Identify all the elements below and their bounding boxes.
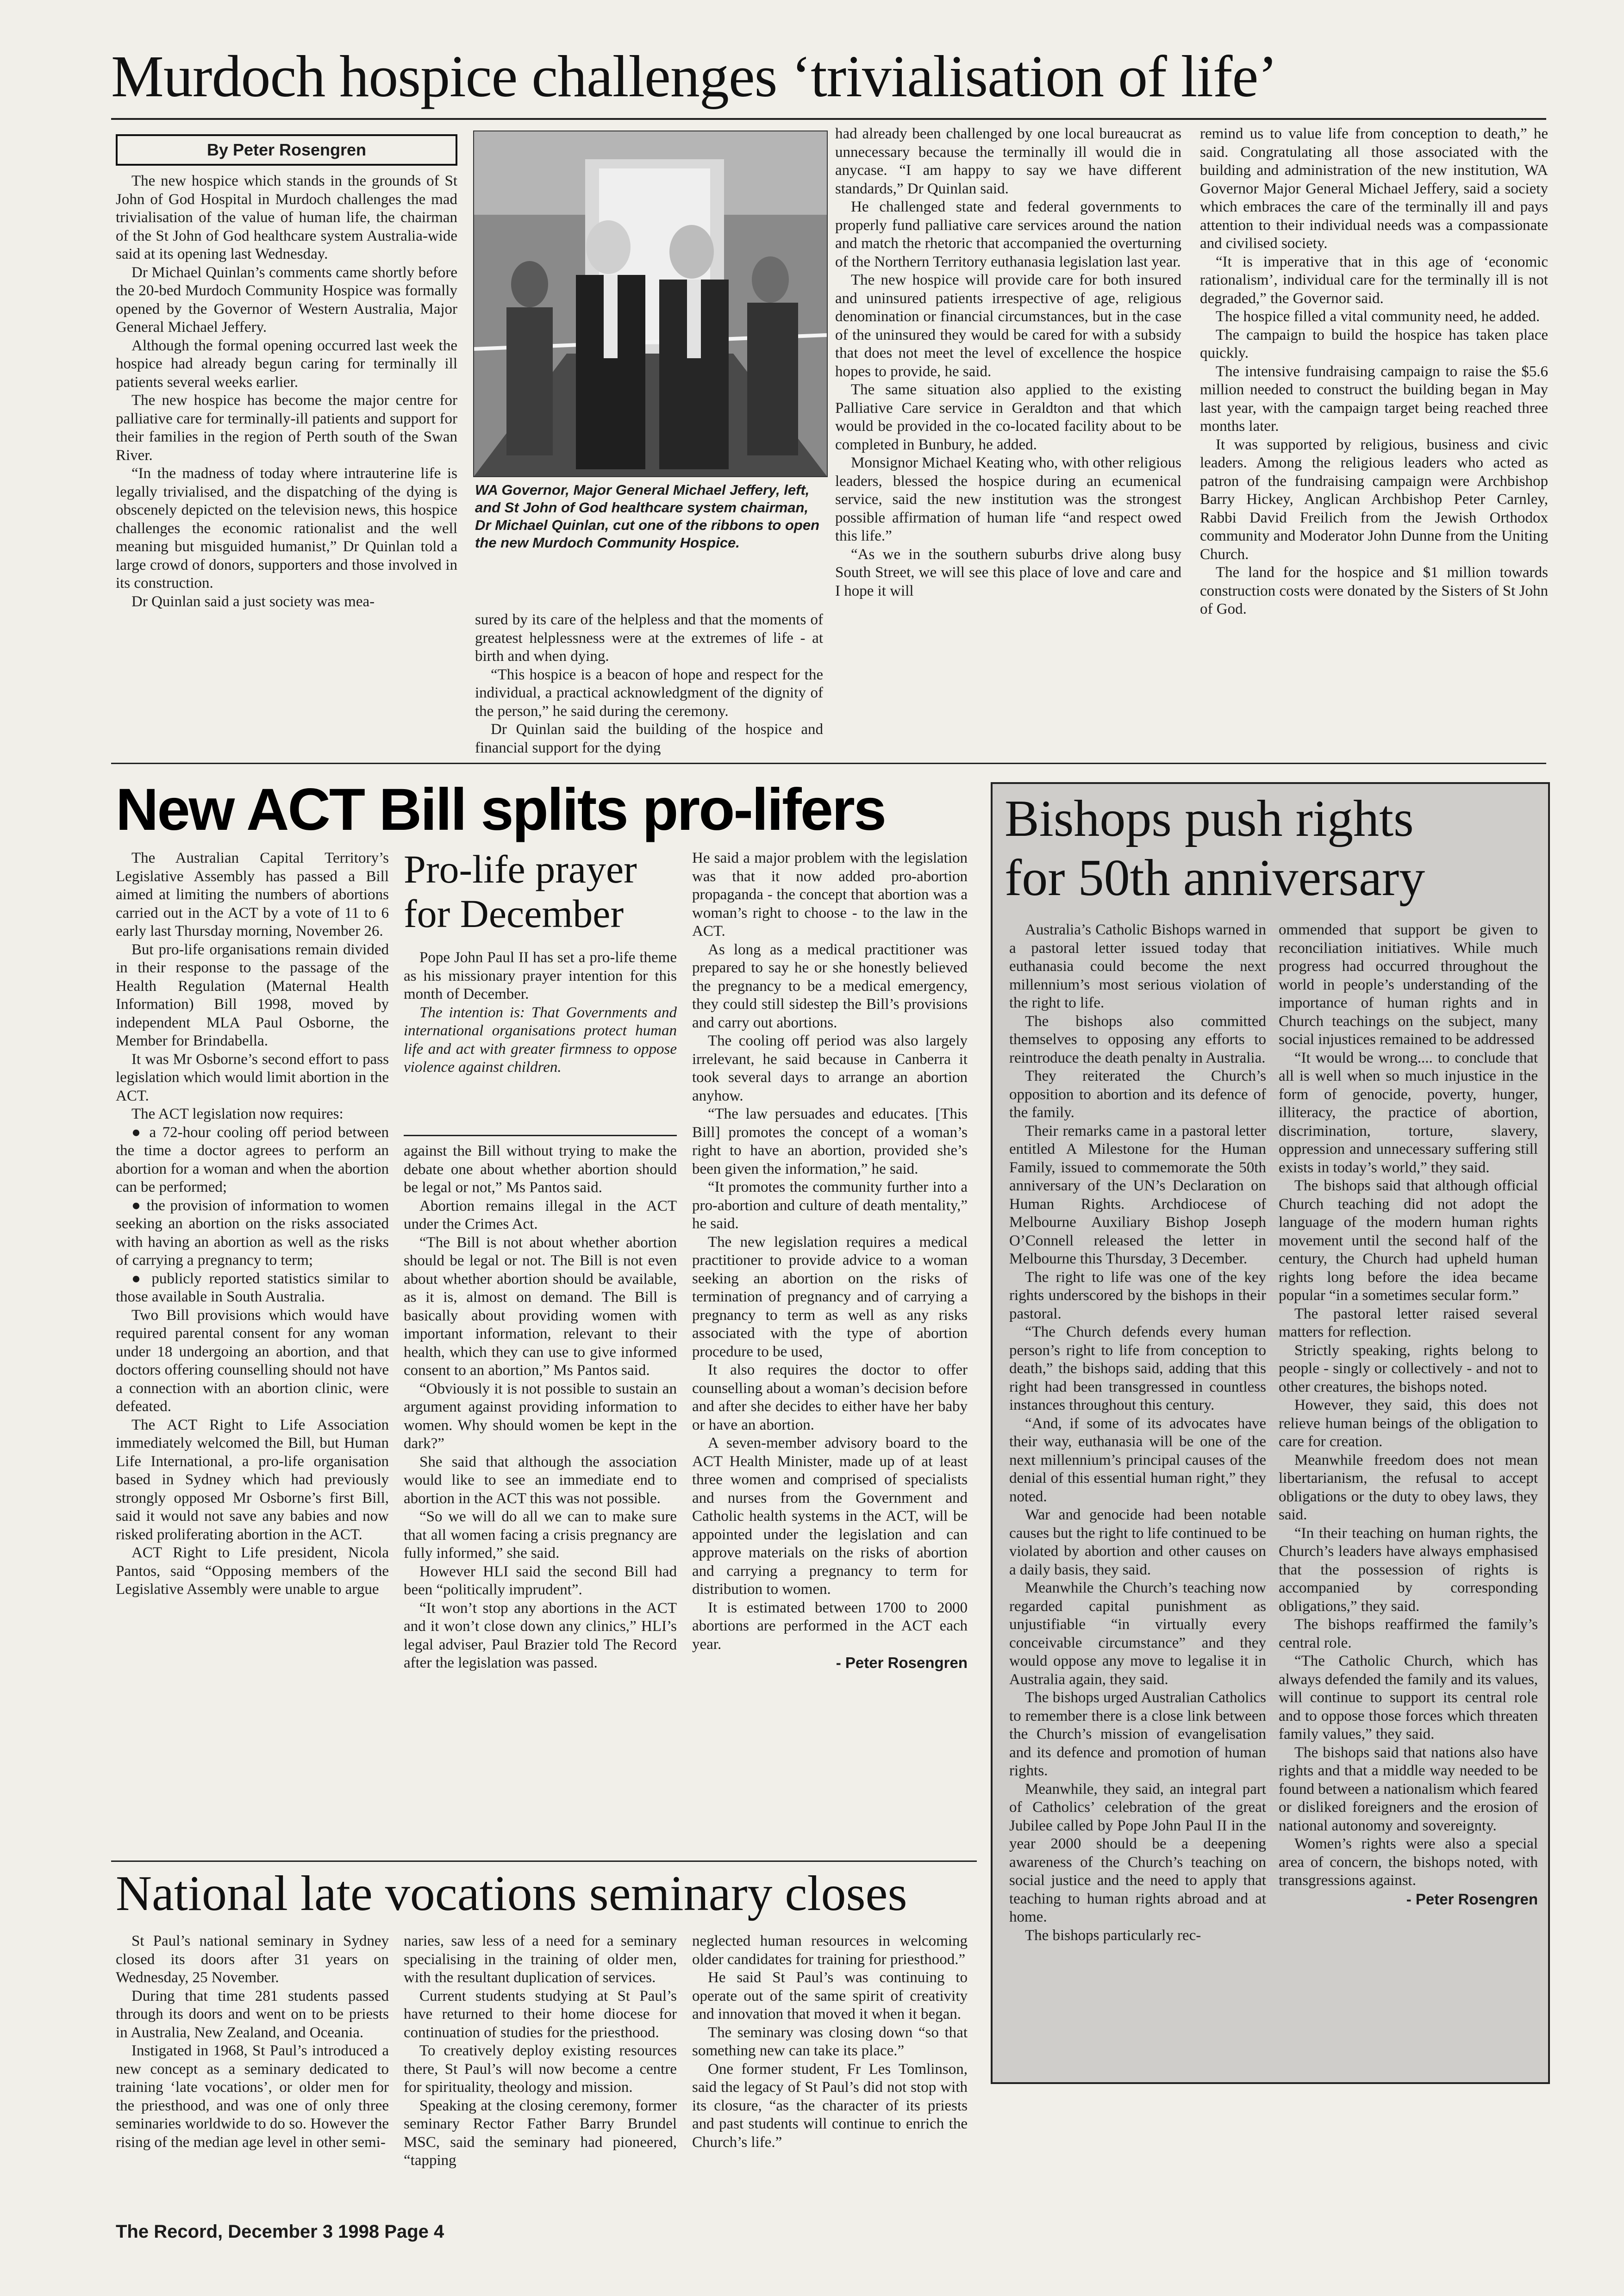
hospice-col-3 [835, 125, 1181, 755]
para: It also requires the doctor to offer counselling about a woman’s decision before and after she decides to either have her baby or have an abortion. [692, 1362, 968, 1433]
para: The cooling off period was also largely irrelevant, he said because in Canberra it took several days to arrange an abortion anyhow. [692, 1033, 968, 1104]
para: The new legislation requires a medical practitioner to provide advice to a woman seeking an abortion on the risks of termination of pregnancy and of carrying a pregnancy to term as well as any risks associated with the type of abortion procedure to be used, [692, 1233, 968, 1360]
para: The seminary was closing down “so that something new can take its place.” [692, 2024, 968, 2059]
headline-prayer: Pro-life prayer for December [404, 847, 637, 936]
para: Although the formal opening occurred last week the hospice had already begun caring for terminally ill patients several weeks earlier. [116, 337, 457, 391]
photo-caption: WA Governor, Major General Michael Jeffery, left, and St John of God healthcare system chairman, Dr Michael Quinlan, cut one of the ribbons to open the new Murdoch Community Hospice. [475, 482, 820, 551]
para: against the Bill without trying to make the debate one about whether abortion should be legal or not,” Ms Pantos said. [404, 1143, 677, 1196]
para: War and genocide had been notable causes but the right to life continued to be violated by abortion and other causes on a daily basis, they said. [1009, 1506, 1266, 1578]
para: The bishops said that although official Church teaching did not adopt the language of the modern human rights movement until the second half of the century, the Church had upheld human rights long before the idea became popular “in a sometimes secular form.” [1279, 1177, 1538, 1304]
para: The intention is: That Governments and international organisations protect human life and act with greater firmness to oppose violence against children. [404, 1004, 677, 1076]
para: It is estimated between 1700 to 2000 abortions are performed in the ACT each year. [692, 1599, 968, 1653]
para: The campaign to build the hospice has taken place quickly. [1200, 326, 1548, 361]
seminary-col-1 [116, 1932, 389, 2191]
para: “In the madness of today where intrauterine life is legally trivialised, and the dispatching of the dying is obscenely depicted on the television news, this hospice challenges the economic rationalist and the well meaning but misguided humanist,” Dr Quinlan told a large crowd of donors, supporters and those involved in its construction. [116, 465, 457, 591]
para: The bishops reaffirmed the family’s central role. [1279, 1616, 1538, 1651]
para: The bishops also committed themselves to opposing any efforts to reintroduce the death penalty in Australia. [1009, 1013, 1266, 1066]
para: He said a major problem with the legislation was that it now added pro-abortion propaganda - the concept that abortion was a woman’s right to choose - to the law in the ACT. [692, 850, 968, 940]
para: Strictly speaking, rights belong to people - singly or collectively - and not to other creatures, the bishops noted. [1279, 1342, 1538, 1395]
para: One former student, Fr Les Tomlinson, said the legacy of St Paul’s did not stop with its closure, “as the character of its priests and past students will continue to enrich the Church’s life.” [692, 2060, 968, 2151]
para: The same situation also applied to the existing Palliative Care service in Geraldton and that which would be provided in the co-located facility about to be completed in Bunbury, he added. [835, 381, 1181, 453]
prayer-rule [404, 1135, 677, 1136]
para: Monsignor Michael Keating who, with other religious leaders, blessed the hospice during an ecumenical service, said the new institution was the strongest possible affirmation of human life “and respect owed this life.” [835, 454, 1181, 544]
para: The bishops urged Australian Catholics to remember there is a close link between the Church’s mission of evangelisation and its defence and promotion of human rights. [1009, 1689, 1266, 1779]
signature-bishops: - Peter Rosengren [1406, 1890, 1538, 1908]
prayer-body [404, 949, 677, 1132]
para: As long as a medical practitioner was prepared to say he or she honestly believed the pregnancy to be a medical emergency, they could still sidestep the Bill’s provisions and carry out abortions. [692, 941, 968, 1031]
para: The land for the hospice and $1 million towards construction costs were donated by the Sisters of St John of God. [1200, 564, 1548, 617]
para: Their remarks came in a pastoral letter entitled A Milestone for the Human Family, issued to commemorate the 50th anniversary of the UN’s Declaration on Human Rights. Archdiocese of Melbourne Auxiliary Bishop Joseph O’Connell released the letter in Melbourne this Thursday, 3 December. [1009, 1122, 1266, 1267]
para: It was supported by religious, business and civic leaders. Among the religious leaders who acted as patron of the fundraising campaign were Archbishop Barry Hickey, Anglican Archbishop Peter Carnley, Rabbi David Freilich from the Jewish Orthodox community and Moderator John Dunne from the Uniting Church. [1200, 436, 1548, 563]
para: neglected human resources in welcoming older candidates for training for priesthood.” [692, 1933, 968, 1968]
para: The intensive fundraising campaign to raise the $5.6 million needed to construct the building began in May last year, with the campaign target being reached three months later. [1200, 363, 1548, 435]
para: “The Catholic Church, which has always defended the family and its values, will continue to support its central role and to oppose those forces which threaten family values,” they said. [1279, 1653, 1538, 1742]
hospice-col-2 [475, 611, 823, 755]
bishops-col-1 [1009, 921, 1266, 2073]
headline-hospice: Murdoch hospice challenges ‘trivialisation of life’ [111, 44, 1277, 109]
para: Instigated in 1968, St Paul’s introduced a new concept as a seminary dedicated to training ‘late vocations’, or older men for the priesthood, and was one of only three seminaries worldwide to do so. However the rising of the median age level in other semi- [116, 2042, 389, 2151]
para: “As we in the southern suburbs drive along busy South Street, we will see this place of love and care and I hope it will [835, 546, 1181, 599]
act-col-2 [404, 1142, 677, 1854]
para: “It is imperative that in this age of ‘economic rationalism’, individual care for the terminally ill is not degraded,” the Governor said. [1200, 253, 1548, 307]
para: Meanwhile, they said, an integral part of Catholics’ celebration of the great Jubilee called by Pope John Paul II in the year 2000 should be a deepening awareness of the Church’s teaching on social justice and the need to apply that teaching to human rights abroad and at home. [1009, 1780, 1266, 1925]
para: “It won’t stop any abortions in the ACT and it won’t close down any clinics,” HLI’s legal adviser, Paul Brazier told The Record after the legislation was passed. [404, 1599, 677, 1671]
para: Meanwhile freedom does not mean libertarianism, the refusal to accept obligations or the duty to obey laws, they said. [1279, 1451, 1538, 1523]
ribbon-cutting-photo [473, 131, 828, 477]
para: Abortion remains illegal in the ACT under the Crimes Act. [404, 1197, 677, 1232]
para: Dr Quinlan said a just society was mea- [131, 593, 375, 610]
para: However, they said, this does not relieve human beings of the obligation to care for creation. [1279, 1397, 1538, 1450]
page-footer: The Record, December 3 1998 Page 4 [116, 2221, 444, 2242]
hospice-col-1 [116, 172, 457, 754]
para: During that time 281 students passed through its doors and went on to be priests in Australia, New Zealand, and Oceania. [116, 1987, 389, 2041]
signature-act: - Peter Rosengren [836, 1654, 968, 1671]
para: The right to life was one of the key rights underscored by the bishops in their pastoral. [1009, 1269, 1266, 1322]
top-rule [111, 118, 1546, 120]
para: St Paul’s national seminary in Sydney closed its doors after 31 years on Wednesday, 25 November. [116, 1933, 389, 1986]
para: “The Bill is not about whether abortion should be legal or not. The Bill is not even about whether abortion should be available, as it is, almost on demand. The Bill is basically about providing women with important information, relevant to their health, which they can use to give informed consent to an abortion,” Ms Pantos said. [404, 1234, 677, 1379]
para: The new hospice which stands in the grounds of St John of God Hospital in Murdoch challenges the mad trivialisation of the value of human life, the chairman of the St John of God healthcare system Australia-wide said at its opening last Wednesday. [116, 173, 457, 262]
para: “So we will do all we can to make sure that all women facing a crisis pregnancy are fully informed,” she said. [404, 1508, 677, 1562]
para: He challenged state and federal governments to properly fund palliative care services around the nation and match the rhetoric that accompanied the overturning of the Northern Territory euthanasia legislation last year. [835, 199, 1181, 270]
para: The ACT legislation now requires: [131, 1106, 344, 1122]
para: They reiterated the Church’s opposition to abortion and its defence of the family. [1009, 1068, 1266, 1121]
para: To creatively deploy existing resources there, St Paul’s will now become a centre for spirituality, theology and mission. [404, 2042, 677, 2096]
para: But pro-life organisations remain divided in their response to the passage of the Health Regulation (Maternal Health Information) Bill 1998, moved by independent MLA Paul Osborne, the Member for Brindabella. [116, 941, 389, 1049]
para: The hospice filled a vital community need, he added. [1216, 308, 1540, 325]
headline-act-bill: New ACT Bill splits pro-lifers [116, 777, 885, 843]
para: A seven-member advisory board to the ACT Health Minister, made up of at least three women and comprised of specialists and nurses from the Government and Catholic health systems in the ACT, will be appointed under the legislation and can approve materials on the risks of abortion and carrying a pregnancy to term for distribution to women. [692, 1435, 968, 1598]
para: He said St Paul’s was continuing to operate out of the same spirit of creativity and innovation that moved it when it began. [692, 1969, 968, 2022]
para: The bishops particularly rec- [1025, 1927, 1201, 1944]
seminary-rule [111, 1860, 977, 1862]
para: The bishops said that nations also have rights and that a middle way needed to be found between a nationalism which feared or disliked foreigners and the erosion of national autonomy and sovereignty. [1279, 1744, 1538, 1834]
bullet-item: ● the provision of information to women seeking an abortion on the risks associated with having an abortion as well as the risks of carrying a pregnancy to term; [116, 1197, 389, 1269]
headline-seminary: National late vocations seminary closes [116, 1866, 907, 1921]
byline-hospice: By Peter Rosengren [116, 134, 457, 166]
seminary-col-2 [404, 1932, 677, 2191]
para: “It would be wrong.... to conclude that all is well when so much injustice in the form of genocide, poverty, hunger, illiteracy, the practice of abortion, discrimination, torture, slavery, oppression and unnecessary suffering still exists in today’s world,” they said. [1279, 1049, 1538, 1176]
para: had already been challenged by one local bureaucrat as unnecessary because the terminally ill would die in anycase. “I am happy to say we have different standards,” Dr Quinlan said. [835, 125, 1181, 197]
headline-bishops: Bishops push rights for 50th anniversary [1005, 790, 1425, 907]
para: naries, saw less of a need for a seminary specialising in the training of older men, with the resultant duplication of services. [404, 1933, 677, 1986]
para: remind us to value life from conception to death,” he said. Congratulating all those associated with the building and administration of the new institution, WA Governor Major General Michael Jeffery, said a society which embraces the care of the terminally ill and pays attention to their individual needs was a compassionate and civilised society. [1200, 125, 1548, 252]
para: “This hospice is a beacon of hope and respect for the individual, a practical acknowledgment of the dignity of the person,” he said during the ceremony. [475, 666, 823, 720]
para: Two Bill provisions which would have required parental consent for any woman under 18 undergoing an abortion, and that doctors offering counselling should not have a connection with an abortion clinic, were defeated. [116, 1307, 389, 1415]
para: Speaking at the closing ceremony, former seminary Rector Father Barry Brundel MSC, said the seminary had pioneered, “tapping [404, 2097, 677, 2169]
para: “In their teaching on human rights, the Church’s leaders have always emphasised that the possession of rights is accompanied by corresponding obligations,” they said. [1279, 1524, 1538, 1615]
act-col-3 [692, 849, 968, 1854]
section-rule [111, 763, 1546, 764]
para: Dr Michael Quinlan’s comments came shortly before the 20-bed Murdoch Community Hospice was formally opened by the Governor of Western Australia, Major General Michael Jeffery. [116, 264, 457, 336]
para: “And, if some of its advocates have their way, euthanasia will be one of the next millennium’s principal causes of the denial of this essential human right,” they noted. [1009, 1415, 1266, 1505]
para: Pope John Paul II has set a pro-life theme as his missionary prayer intention for this month of December. [404, 949, 677, 1002]
para: The new hospice will provide care for both insured and uninsured patients irrespective of age, religious denomination or financial circumstances, but in the case of the uninsured they would be cared for with a subsidy that does not meet the level of excellence the hospice hopes to provide, he said. [835, 272, 1181, 380]
para: ommended that support be given to reconciliation initiatives. While much progress had occurred throughout the world in people’s understanding of the importance of human rights and in Church teachings on the subject, many social injustices remained to be addressed [1279, 921, 1538, 1048]
bishops-col-2 [1279, 921, 1538, 2073]
hospice-col-4 [1200, 125, 1548, 755]
para: The new hospice has become the major centre for palliative care for terminally-ill patients and support for their families in the region of Perth south of the Swan River. [116, 392, 457, 464]
para: Women’s rights were also a special area of concern, the bishops noted, with transgressions against. [1279, 1836, 1538, 1889]
photo-illustration [474, 131, 827, 476]
seminary-col-3 [692, 1932, 968, 2191]
bullet-item: ● a 72-hour cooling off period between the time a doctor agrees to perform an abortion for a woman and when the abortion can be performed; [116, 1124, 389, 1195]
para: It was Mr Osborne’s second effort to pass legislation which would limit abortion in the ACT. [116, 1051, 389, 1104]
para: “The law persuades and educates. [This Bill] promotes the concept of a woman’s right to have an abortion, provided she’s been given the information,” he said. [692, 1106, 968, 1177]
para: Dr Quinlan said the building of the hospice and financial support for the dying [475, 721, 823, 755]
para: The ACT Right to Life Association immediately welcomed the Bill, but Human Life International, a pro-life organisation based in Sydney which had previously strongly opposed Mr Osborne’s first Bill, said it would not save any babies and now risked proliferating abortion in the ACT. [116, 1416, 389, 1543]
para: “It promotes the community further into a pro-abortion and culture of death mentality,” he said. [692, 1179, 968, 1232]
para: Meanwhile the Church’s teaching now regarded capital punishment as unjustifiable “in virtually every conceivable circumstance” and they would oppose any move to legalise it in Australia again, they said. [1009, 1580, 1266, 1688]
para: The pastoral letter raised several matters for reflection. [1279, 1305, 1538, 1340]
para: She said that although the association would like to see an immediate end to abortion in the ACT this was not possible. [404, 1453, 677, 1507]
para: “The Church defends every human person’s right to life from conception to death,” the bishops said, adding that this right had been transgressed in countless instances throughout this century. [1009, 1324, 1266, 1413]
para: “Obviously it is not possible to sustain an argument against providing information to women. Why should women be kept in the dark?” [404, 1380, 677, 1452]
act-col-1 [116, 849, 389, 1854]
para: The Australian Capital Territory’s Legislative Assembly has passed a Bill aimed at limiting the numbers of abortions carried out in the ACT by a vote of 11 to 6 early last Thursday morning, November 26. [116, 850, 389, 940]
para: Australia’s Catholic Bishops warned in a pastoral letter issued today that euthanasia could become the next millennium’s most serious violation of the right to life. [1009, 921, 1266, 1011]
para: sured by its care of the helpless and that the moments of greatest helplessness were at the extremes of life - at birth and when dying. [475, 611, 823, 665]
bullet-item: ● publicly reported statistics similar to those available in South Australia. [116, 1270, 389, 1305]
para: Current students studying at St Paul’s have returned to their home diocese for continuation of studies for the priesthood. [404, 1987, 677, 2041]
para: ACT Right to Life president, Nicola Pantos, said “Opposing members of the Legislative Assembly were unable to argue [116, 1544, 389, 1598]
para: However HLI said the second Bill had been “politically imprudent”. [404, 1563, 677, 1598]
